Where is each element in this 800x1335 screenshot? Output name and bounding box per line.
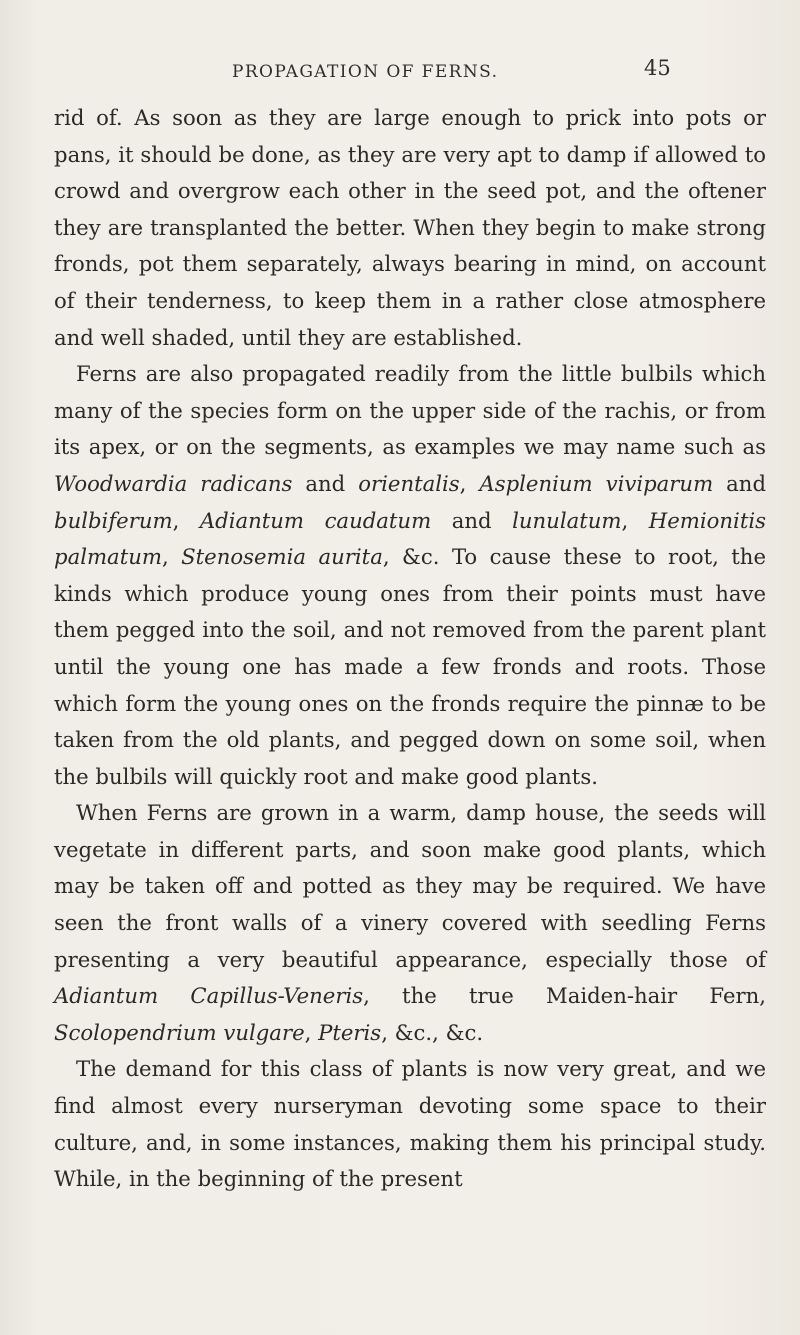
text-run: rid of. As soon as they are large enough to prick into pots or pans, it should be done, as they are very apt to damp if allowed to crowd and overgrow each other in the seed pot, and the oftener they are transplanted the better. When they begin to make strong fronds, pot them separately, always bearing in mind, on account of their tenderness, to keep them in a rather close atmosphere and well shaded, until they are established. <box>54 105 766 350</box>
text-run: Ferns are also propagated readily from the little bulbils which many of the species form on the upper side of the rachis, or from its apex, or on the segments, as examples we may name such as <box>54 361 766 460</box>
paragraph-1 <box>54 100 766 356</box>
text-run: and <box>713 470 767 496</box>
text-run: and <box>292 470 359 496</box>
paragraph-4 <box>54 1051 766 1197</box>
text-run: and <box>431 507 513 533</box>
text-run: , &c., &c. <box>381 1019 484 1045</box>
italic-term: orientalis <box>358 470 460 496</box>
text-run: The demand for this class of plants is now very great, and we find almost every nurseryman devoting some space to their culture, and, in some instances, making them his principal study. While, in the beginning of the present <box>54 1056 766 1192</box>
paragraph-3 <box>54 795 766 1051</box>
italic-term: Scolopendrium vulgare <box>54 1019 305 1045</box>
text-run: , &c. To cause these to root, the kinds which produce young ones from their points must have them pegged into the soil, and not removed from the parent plant until the young one has made a few fronds and roots. Those which form the young ones on the fronds require the pinnæ to be taken from the old plants, and pegged down on some soil, when the bulbils will quickly root and make good plants. <box>54 544 766 789</box>
text-run: , <box>172 507 200 533</box>
italic-term: Asplenium viviparum <box>479 470 714 496</box>
italic-term: Adiantum Capillus-Veneris <box>54 983 364 1009</box>
paragraph-2 <box>54 356 766 795</box>
running-head: PROPAGATION OF FERNS. <box>232 62 499 82</box>
text-run: , <box>621 507 649 533</box>
italic-term: Stenosemia aurita <box>181 544 383 570</box>
text-run: , the true Maiden-hair Fern, <box>363 983 766 1009</box>
body-text <box>54 100 766 1198</box>
text-run: , <box>304 1019 319 1045</box>
page-number: 45 <box>644 56 671 80</box>
italic-term: Pteris <box>318 1019 382 1045</box>
text-run: , <box>459 470 480 496</box>
italic-term: Adiantum caudatum <box>199 507 432 533</box>
italic-term: lunulatum <box>512 507 622 533</box>
italic-term: Hemionitis palmatum <box>54 507 766 570</box>
text-run: , <box>161 544 182 570</box>
italic-term: Woodwardia radicans <box>54 470 293 496</box>
page-header <box>0 56 800 86</box>
text-run: When Ferns are grown in a warm, damp house, the seeds will vegetate in different parts, and soon make good plants, which may be taken off and potted as they may be required. We have seen the front walls of a vinery covered with seedling Ferns presenting a very beautiful appearance, especially those of <box>54 800 766 972</box>
italic-term: bulbiferum <box>54 507 173 533</box>
